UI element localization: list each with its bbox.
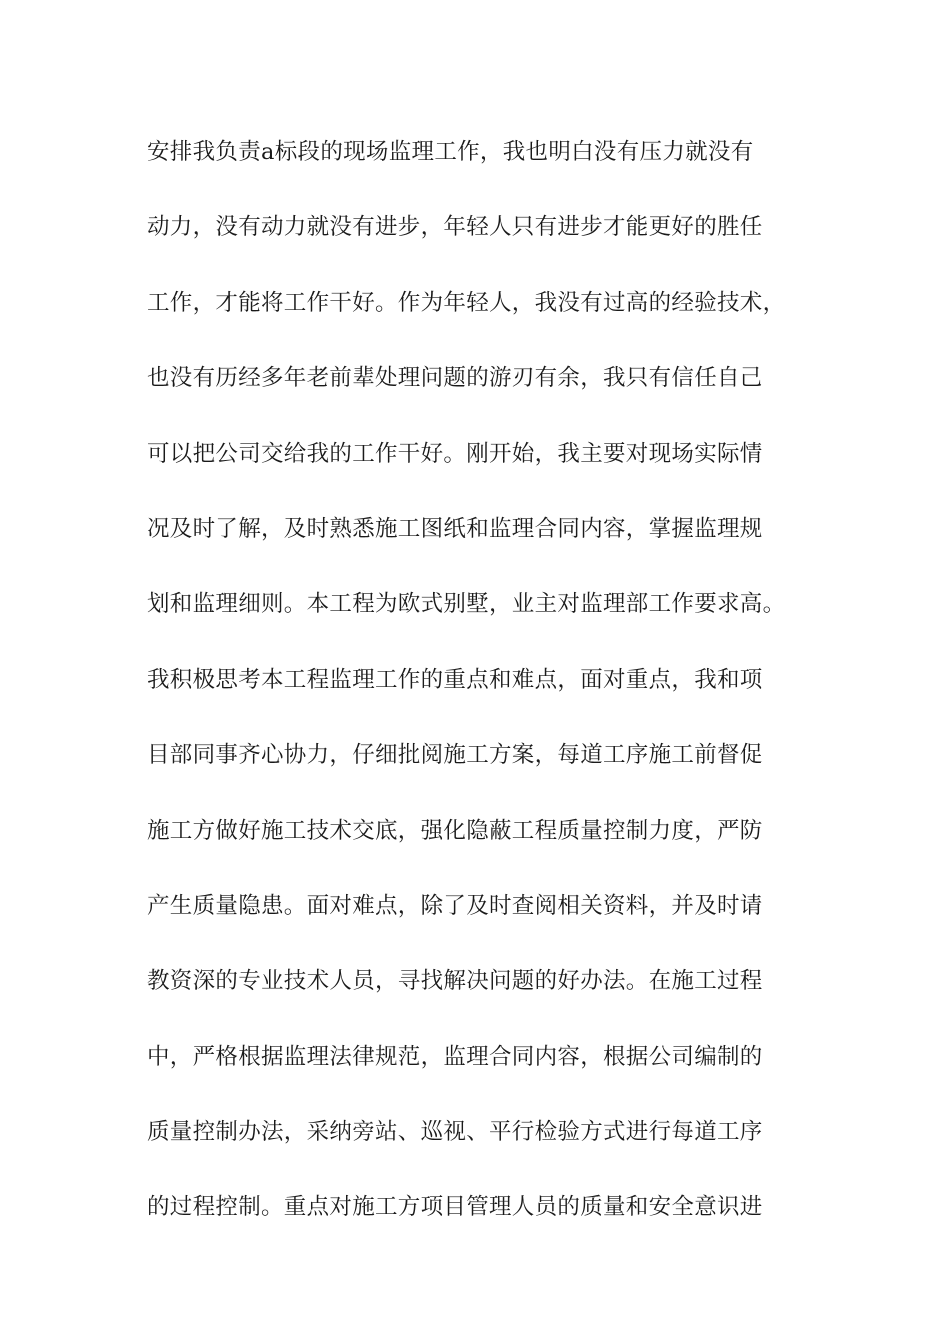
body-paragraph <box>147 130 817 1261</box>
text-line: 我积极思考本工程监理工作的重点和难点，面对重点，我和项 <box>147 666 763 693</box>
text-line: 划和监理细则。本工程为欧式别墅，业主对监理部工作要求高。 <box>147 591 786 618</box>
text-line: 安排我负责a标段的现场监理工作，我也明白没有压力就没有 <box>147 139 754 165</box>
text-line: 教资深的专业技术人员，寻找解决问题的好办法。在施工过程 <box>147 968 763 995</box>
text-line: 中，严格根据监理法律规范，监理合同内容，根据公司编制的 <box>147 1043 763 1070</box>
text-line: 也没有历经多年老前辈处理问题的游刃有余，我只有信任自己 <box>147 365 763 392</box>
text-line: 动力，没有动力就没有进步，年轻人只有进步才能更好的胜任 <box>147 214 763 241</box>
text-line: 可以把公司交给我的工作干好。刚开始，我主要对现场实际情 <box>147 440 763 467</box>
text-line: 工作，才能将工作干好。作为年轻人，我没有过高的经验技术， <box>147 289 786 316</box>
text-line: 目部同事齐心协力，仔细批阅施工方案，每道工序施工前督促 <box>147 742 763 769</box>
text-line: 施工方做好施工技术交底，强化隐蔽工程质量控制力度，严防 <box>147 817 763 844</box>
text-line: 的过程控制。重点对施工方项目管理人员的质量和安全意识进 <box>147 1194 763 1221</box>
text-line: 产生质量隐患。面对难点，除了及时查阅相关资料，并及时请 <box>147 892 763 919</box>
text-line: 质量控制办法，采纳旁站、巡视、平行检验方式进行每道工序 <box>147 1119 763 1146</box>
text-line: 况及时了解，及时熟悉施工图纸和监理合同内容，掌握监理规 <box>147 515 763 542</box>
